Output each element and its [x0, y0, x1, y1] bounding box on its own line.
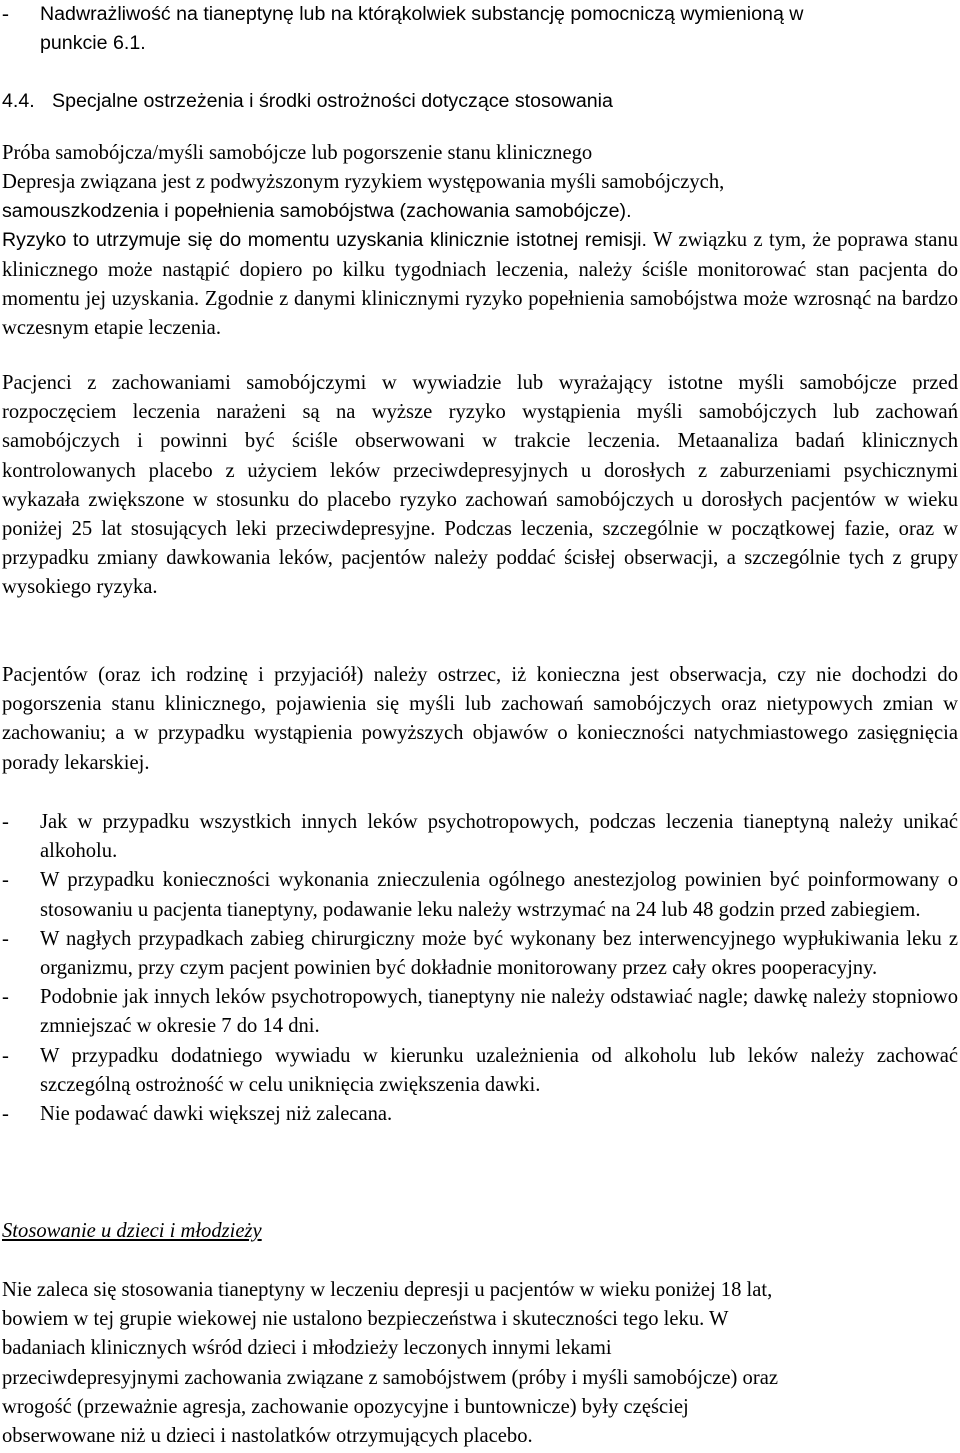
list-item — [2, 983, 958, 1041]
paragraph-monitoring: Pacjentów (oraz ich rodzinę i przyjaciół) należy ostrzec, iż konieczna jest obserwacja, czy nie dochodzi do pogorszenia stanu klinicznego, pojawienia się myśli lub zachowań samobójczych oraz nietypowych zmian w zachowaniu; a w przypadku wystąpienia powyższych objawów o konieczności natychmiastowego zasięgnięcia porady lekarskiej. — [2, 664, 958, 774]
list-item-text: Nie podawać dawki większej niż zalecana. — [40, 1103, 393, 1126]
text-line: wrogość (przeważnie agresja, zachowanie opozycyjne i buntownicze) były częściej — [2, 1395, 689, 1418]
paragraph-suicide-risk — [2, 168, 958, 343]
text-line: Nadwrażliwość na tianeptynę lub na którąkolwiek substancję pomocniczą wymienioną w — [40, 3, 804, 25]
text-line: bowiem w tej grupie wiekowej nie ustalono bezpieczeństwa i skuteczności tego leku. W — [2, 1308, 729, 1331]
paragraph-rest: W związku z tym, że poprawa stanu klinicznego może nastąpić dopiero po kilku tygodniach leczenia, należy ściśle monitorować stan pacjenta do momentu jej uzyskania. Zgodnie z danymi klinicznymi ryzyko popełnienia samobójstwa może wzrosnąć na bardzo wczesnym etapie leczenia. — [2, 229, 959, 340]
paragraph-risk-patients: Pacjenci z zachowaniami samobójczymi w wywiadzie lub wyrażający istotne myśli samobójcze przed rozpoczęciem leczenia narażeni są na wyższe ryzyko wystąpienia myśli samobójczych lub zachowań samobójczych i powinni być ściśle obserwowani w trakcie leczenia. Metaanaliza badań klinicznych kontrolowanych placebo z użyciem leków przeciwdepresyjnych u dorosłych z zaburzeniami psychicznymi wykazała zwiększone w stosunku do placebo ryzyko zachowań samobójczych u dorosłych pacjentów w wieku poniżej 25 lat stosujących leki przeciwdepresyjne. Podczas leczenia, szczególnie w początkowej fazie, oraz w przypadku zmiany dawkowania leków, pacjentów należy poddać ścisłej obserwacji, a szczególnie tych z grupy wysokiego ryzyka. — [2, 372, 958, 599]
contraindication-item — [2, 0, 958, 58]
list-dash: - — [2, 1044, 9, 1067]
text-line: samouszkodzenia i popełnienia samobójstwa (zachowania samobójcze). — [2, 200, 632, 223]
section-title: Specjalne ostrzeżenia i środki ostrożności dotyczące stosowania — [52, 90, 613, 112]
list-dash: - — [2, 3, 9, 25]
paragraph-body — [2, 226, 958, 343]
text-line: badaniach klinicznych wśród dzieci i młodzieży leczonych innymi lekami — [2, 1337, 612, 1360]
list-item — [2, 866, 958, 924]
list-item-text: Jak w przypadku wszystkich innych leków psychotropowych, podczas leczenia tianeptyną należy unikać alkoholu. — [40, 811, 958, 863]
list-item — [2, 925, 958, 983]
list-item — [2, 1100, 958, 1129]
warnings-list — [2, 808, 958, 1129]
section-heading — [2, 87, 958, 116]
list-dash: - — [2, 869, 9, 892]
list-item-text: W nagłych przypadkach zabieg chirurgiczny może być wykonany bez interwencyjnego wypłukiwania leku z organizmu, przy czym pacjent powinien być dokładnie monitorowany przez cały okres pooperacyjny. — [40, 927, 958, 980]
list-dash: - — [2, 811, 9, 833]
list-item-text: W przypadku konieczności wykonania znieczulenia ogólnego anestezjolog powinien być poinformowany o stosowaniu u pacjenta tianeptyny, podawanie leku należy wstrzymać na 24 lub 48 godzin przed zabiegiem. — [40, 869, 958, 921]
paragraph-children — [2, 1276, 958, 1451]
contraindication-text — [40, 0, 958, 58]
section-number: 4.4. — [2, 90, 35, 112]
subsection-title: Próba samobójcza/myśli samobójcze lub pogorszenie stanu klinicznego — [2, 142, 593, 164]
list-item-text: Podobnie jak innych leków psychotropowych, tianeptyny nie należy odstawiać nagle; dawkę należy stopniowo zmniejszać w okresie 7 do 14 dni. — [40, 986, 958, 1038]
text-line: punkcie 6.1. — [40, 32, 146, 55]
text-line: obserwowane niż u dzieci i nastolatków otrzymujących placebo. — [2, 1425, 533, 1448]
children-section-title: Stosowanie u dzieci i młodzieży — [2, 1220, 262, 1242]
text-line: przeciwdepresyjnymi zachowania związane z samobójstwem (próby i myśli samobójcze) oraz — [2, 1366, 778, 1389]
list-item-text: W przypadku dodatniego wywiadu w kierunku uzależnienia od alkoholu lub leków należy zachować szczególną ostrożność w celu uniknięcia zwiększenia dawki. — [40, 1044, 958, 1096]
list-dash: - — [2, 927, 9, 950]
list-dash: - — [2, 1103, 9, 1126]
list-item — [2, 1042, 958, 1100]
text-line: Depresja związana jest z podwyższonym ryzykiem występowania myśli samobójczych, — [2, 171, 725, 193]
list-item — [2, 808, 958, 866]
list-dash: - — [2, 986, 9, 1009]
text-line: Nie zaleca się stosowania tianeptyny w leczeniu depresji u pacjentów w wieku poniżej 18 lat, — [2, 1279, 773, 1301]
sans-sentence: Ryzyko to utrzymuje się do momentu uzyskania klinicznie istotnej remisji. — [2, 229, 647, 252]
